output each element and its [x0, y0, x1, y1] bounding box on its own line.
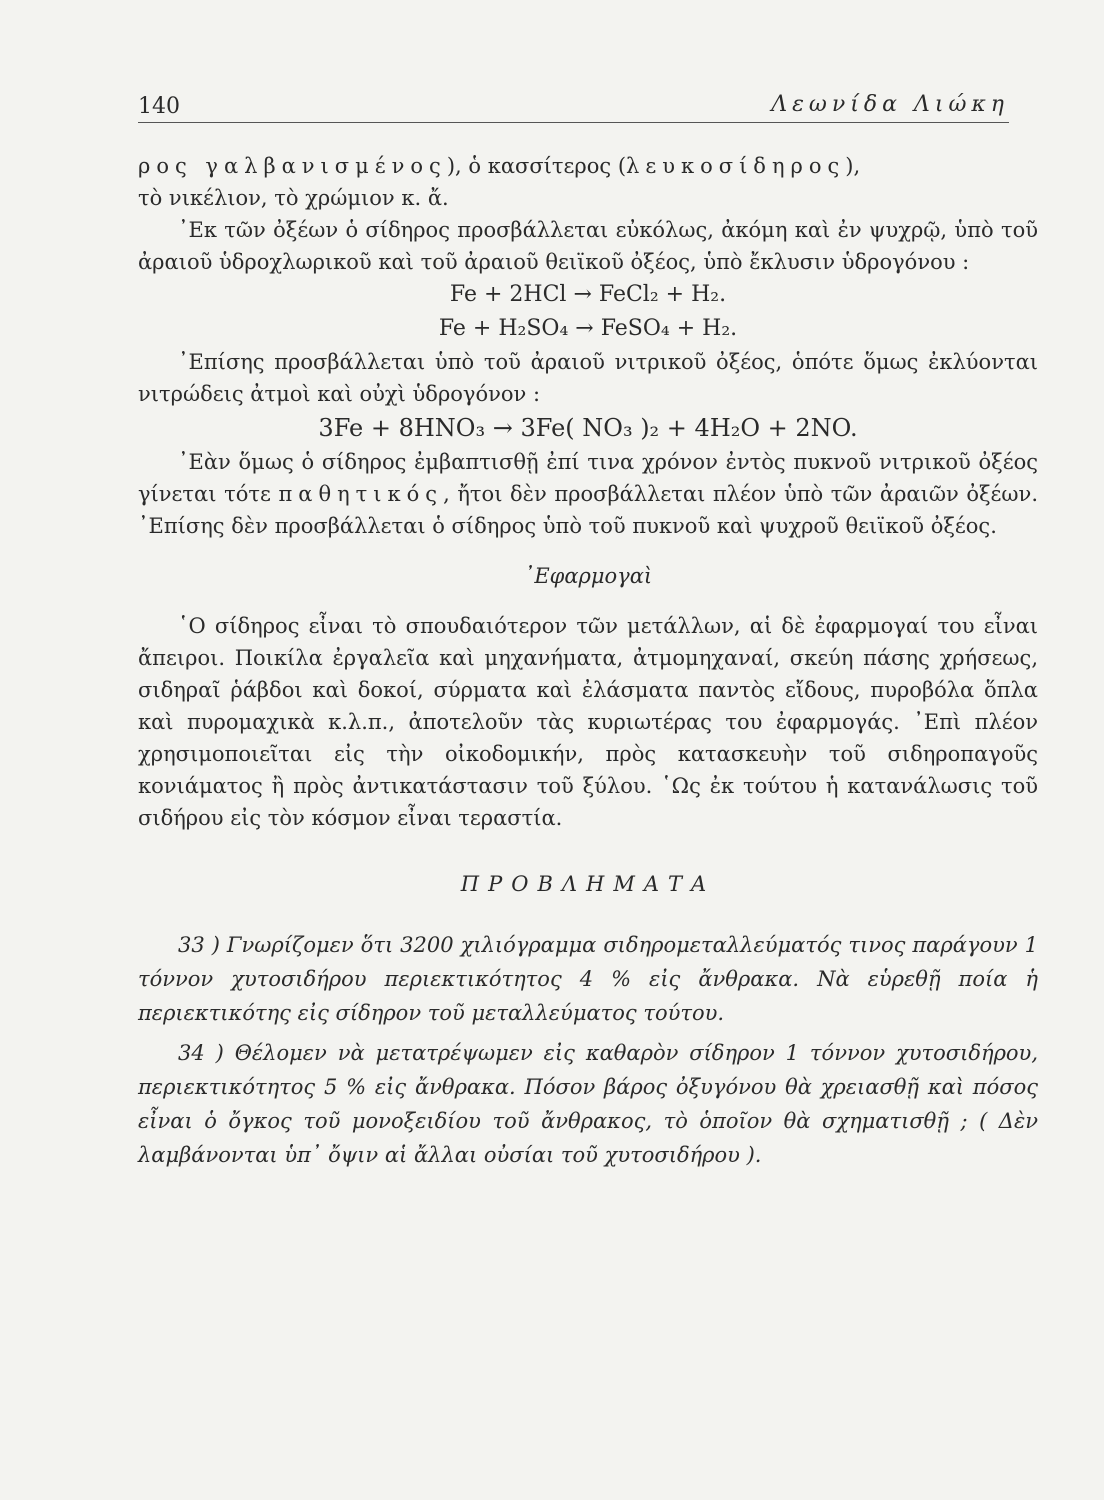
- page-header: [138, 92, 1009, 123]
- paragraph-nitric: ᾿Επίσης προσβάλλεται ὑπὸ τοῦ ἀραιοῦ νιτρικοῦ ὀξέος, ὁπότε ὅμως ἐκλύονται νιτρώδεις ἀτμοὶ καὶ οὐχὶ ὑδρογόνον :: [138, 350, 1038, 406]
- page-number: 140: [138, 94, 180, 119]
- spaced-term-galvanized: ρος γαλβανισμένος: [138, 154, 447, 178]
- paragraph-acids: ᾿Εκ τῶν ὀξέων ὁ σίδηρος προσβάλλεται εὐκόλως, ἀκόμη καὶ ἐν ψυχρῷ, ὑπὸ τοῦ ἀραιοῦ ὑδροχλωρικοῦ καὶ τοῦ ἀραιοῦ θειϊκοῦ ὀξέος, ὑπὸ ἔκλυσιν ὑδρογόνου :: [138, 218, 1038, 274]
- spaced-term-tinplate: λευκοσίδηρος: [626, 154, 846, 178]
- paragraph-passive: [138, 446, 1038, 542]
- intro-close: ),: [845, 154, 861, 178]
- problems-heading: ΠΡΟΒΛΗΜΑΤΑ: [460, 872, 716, 896]
- paragraph-applications: ῾Ο σίδηρος εἶναι τὸ σπουδαιότερον τῶν μετάλλων, αἱ δὲ ἐφαρμογαί του εἶναι ἄπειροι. Ποικίλα ἐργαλεῖα καὶ μηχανήματα, ἀτμομηχαναί, σκεύη πάσης χρήσεως, σιδηραῖ ῥάβδοι καὶ δοκοί, σύρματα καὶ ἐλάσματα παντὸς εἴδους, πυροβόλα ὅπλα καὶ πυρομαχικὰ κ.λ.π., ἀποτελοῦν τὰς κυριωτέρας του ἐφαρμογάς. ᾿Επὶ πλέον χρησιμοποιεῖται εἰς τὴν οἰκοδομικήν, πρὸς κατασκευὴν τοῦ σιδηροπαγοῦς κονιάματος ἢ πρὸς ἀντικατάστασιν τοῦ ξύλου. ῾Ως ἐκ τούτου ἡ κατανάλωσις τοῦ σιδήρου εἰς τὸν κόσμον εἶναι τεραστία.: [138, 614, 1038, 830]
- passive-text-a: ᾿Εὰν ὅμως ὁ σίδηρος ἐμβαπτισθῇ ἐπί τινα χρόνον ἐντὸς πυκνοῦ νιτρικοῦ ὀξέος γίνεται τότε: [138, 450, 1038, 506]
- intro-text-tin: ), ὁ κασσίτερος (: [446, 154, 627, 178]
- subheading-applications: ᾿Εφαρμογαὶ: [523, 564, 653, 588]
- equation-hcl: Fe + 2HCl → FeCl₂ + H₂.: [449, 282, 727, 307]
- equation-h2so4: Fe + H₂SO₄ → FeSO₄ + H₂.: [438, 316, 738, 341]
- page-body: [138, 150, 1038, 1172]
- running-head: Λεωνίδα Λιώκη: [771, 92, 1009, 117]
- problem-34: 34 ) Θέλομεν νὰ μετατρέψωμεν εἰς καθαρὸν σίδηρον 1 τόννον χυτοσιδήρου, περιεκτικότητος 5 % εἰς ἄνθρακα. Πόσον βάρος ὀξυγόνου θὰ χρειασθῇ καὶ πόσος εἶναι ὁ ὄγκος τοῦ μονοξειδίου τοῦ ἄνθρακος, τὸ ὁποῖον θὰ σχηματισθῇ ; ( Δὲν λαμβάνονται ὑπ᾿ ὄψιν αἱ ἄλλαι οὐσίαι τοῦ χυτοσιδήρου ).: [138, 1041, 1038, 1167]
- passive-text-c: , ἤτοι δὲν προσβάλλεται πλέον ὑπὸ τῶν ἀραιῶν ὀξέων. ᾿Επίσης δὲν προσβάλλεται ὁ σίδηρος ὑπὸ τοῦ πυκνοῦ καὶ ψυχροῦ θειϊκοῦ ὀξέος.: [138, 482, 1038, 538]
- equation-hno3: 3Fe + 8HNO₃ → 3Fe( NO₃ )₂ + 4H₂O + 2NO.: [318, 414, 858, 442]
- problem-33: 33 ) Γνωρίζομεν ὅτι 3200 χιλιόγραμμα σιδηρομεταλλεύματός τινος παράγουν 1 τόννον χυτοσιδήρου περιεκτικότητος 4 % εἰς ἄνθρακα. Νὰ εὑρεθῇ ποία ἡ περιεκτικότης εἰς σίδηρον τοῦ μεταλλεύματος τούτου.: [138, 933, 1038, 1025]
- intro-line: [138, 150, 1038, 182]
- intro-line-2: τὸ νικέλιον, τὸ χρώμιον κ. ἄ.: [138, 186, 449, 210]
- spaced-term-passive: παθητικός: [278, 482, 444, 506]
